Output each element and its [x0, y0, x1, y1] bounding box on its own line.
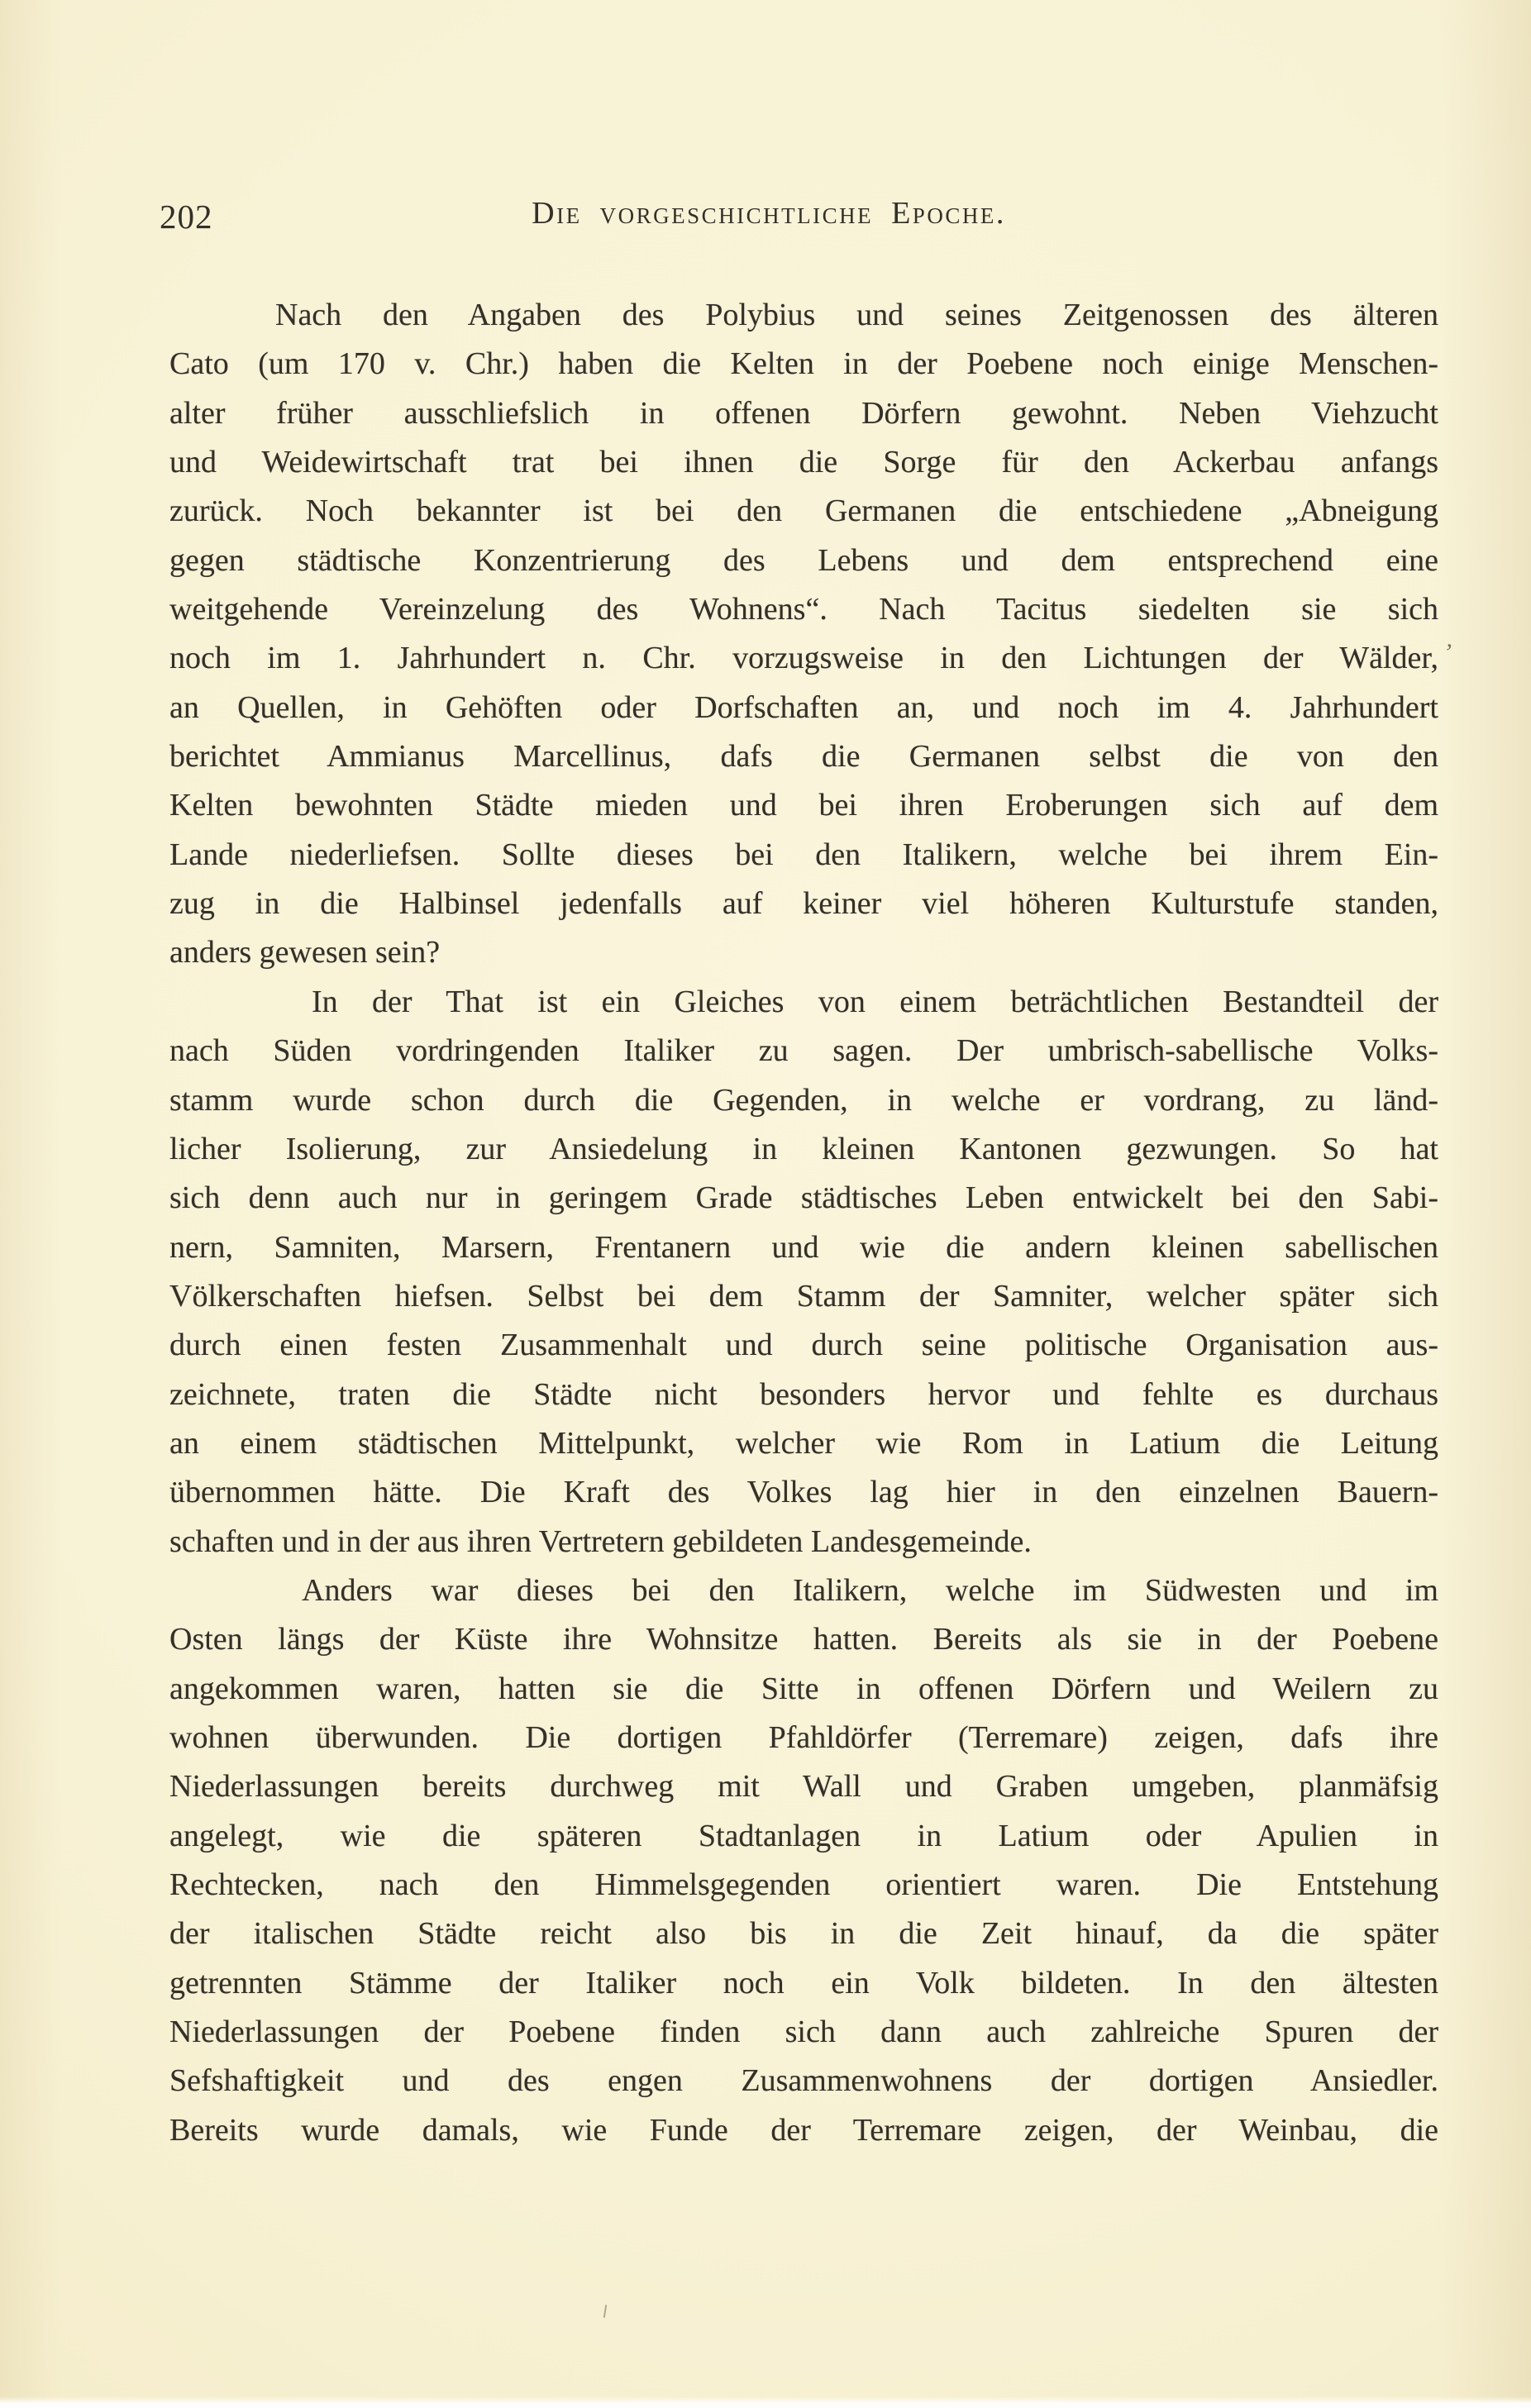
paragraph [169, 291, 1438, 978]
paragraph [169, 1566, 1438, 2155]
page-bottom-edge [0, 2396, 1531, 2408]
text-line: noch im 1. Jahrhundert n. Chr. vorzugsweise in den Lichtungen der Wälder, [169, 641, 1438, 676]
paragraph [169, 978, 1438, 1566]
text-line: Rechtecken, nach den Himmelsgegenden orientiert waren. Die Entstehung [169, 1867, 1438, 1902]
text-line: Niederlassungen bereits durchweg mit Wall und Graben umgeben, planmäfsig [169, 1769, 1438, 1805]
text-line: Kelten bewohnten Städte mieden und bei ihren Eroberungen sich auf dem [169, 788, 1438, 823]
text-line: licher Isolierung, zur Ansiedelung in kleinen Kantonen gezwungen. So hat [169, 1131, 1438, 1166]
page-number: 202 [160, 198, 213, 236]
text-line: und Weidewirtschaft trat bei ihnen die Sorge für den Ackerbau anfangs [169, 445, 1438, 480]
text-line: nern, Samniten, Marsern, Frentanern und wie die andern kleinen sabellischen [169, 1229, 1438, 1265]
text-line: Sefshaftigkeit und des engen Zusammenwohnens der dortigen Ansiedler. [169, 2063, 1438, 2099]
text-line: zurück. Noch bekannter ist bei den Germanen die entschiedene „Abneigung [169, 494, 1438, 529]
text-line: zeichnete, traten die Städte nicht besonders hervor und fehlte es durchaus [169, 1376, 1438, 1412]
text-line: weitgehende Vereinzelung des Wohnens“. Nach Tacitus siedelten sie sich [169, 592, 1438, 627]
text-line: Osten längs der Küste ihre Wohnsitze hatten. Bereits als sie in der Poebene [169, 1622, 1438, 1657]
text-line: berichtet Ammianus Marcellinus, dafs die Germanen selbst die von den [169, 739, 1438, 775]
text-line: getrennten Stämme der Italiker noch ein Volk bildeten. In den ältesten [169, 1965, 1438, 2000]
text-line: an Quellen, in Gehöften oder Dorfschaften an, und noch im 4. Jahrhundert [169, 689, 1438, 725]
running-header: Die vorgeschichtliche Epoche. [532, 196, 1006, 231]
text-line: schaften und in der aus ihren Vertretern gebildeten Landesgemeinde. [169, 1523, 1032, 1559]
scan-artifact-mark: ʼ [1442, 638, 1455, 667]
text-line: Niederlassungen der Poebene finden sich dann auch zahlreiche Spuren der [169, 2015, 1438, 2050]
text-line: Nach den Angaben des Polybius und seines Zeitgenossen des älteren [275, 298, 1438, 332]
text-line: angelegt, wie die späteren Stadtanlagen in Latium oder Apulien in [169, 1818, 1438, 1853]
text-line: zug in die Halbinsel jedenfalls auf keiner viel höheren Kulturstufe standen, [169, 886, 1438, 922]
text-line: Lande niederliefsen. Sollte dieses bei den Italikern, welche bei ihrem Ein- [169, 837, 1438, 872]
scan-fiber-speck [603, 2305, 607, 2318]
text-line: der italischen Städte reicht also bis in die Zeit hinauf, da die später [169, 1916, 1438, 1952]
text-line: Cato (um 170 v. Chr.) haben die Kelten in der Poebene noch einige Menschen- [169, 346, 1438, 382]
text-line: sich denn auch nur in geringem Grade städtisches Leben entwickelt bei den Sabi- [169, 1180, 1438, 1216]
text-line: Bereits wurde damals, wie Funde der Terremare zeigen, der Weinbau, die [169, 2112, 1438, 2148]
text-line: Völkerschaften hiefsen. Selbst bei dem Stamm der Samniter, welcher später sich [169, 1278, 1438, 1314]
body-text [169, 291, 1438, 2155]
text-line: wohnen überwunden. Die dortigen Pfahldörfer (Terremare) zeigen, dafs ihre [169, 1719, 1438, 1755]
text-line: nach Süden vordringenden Italiker zu sagen. Der umbrisch-sabellische Volks- [169, 1033, 1438, 1069]
text-line: Anders war dieses bei den Italikern, welche im Südwesten und im [302, 1572, 1438, 1608]
text-line: stamm wurde schon durch die Gegenden, in welche er vordrang, zu länd- [169, 1082, 1438, 1118]
text-line: alter früher ausschliefslich in offenen Dörfern gewohnt. Neben Viehzucht [169, 395, 1438, 431]
text-line: an einem städtischen Mittelpunkt, welcher wie Rom in Latium die Leitung [169, 1425, 1438, 1461]
text-line: gegen städtische Konzentrierung des Lebens und dem entsprechend eine [169, 542, 1438, 578]
text-line: durch einen festen Zusammenhalt und durch seine politische Organisation aus- [169, 1328, 1438, 1363]
text-line: übernommen hätte. Die Kraft des Volkes lag hier in den einzelnen Bauern- [169, 1475, 1438, 1510]
text-line: In der That ist ein Gleiches von einem beträchtlichen Bestandteil der [312, 984, 1438, 1019]
text-line: anders gewesen sein? [169, 935, 441, 970]
text-line: angekommen waren, hatten sie die Sitte in offenen Dörfern und Weilern zu [169, 1671, 1438, 1706]
